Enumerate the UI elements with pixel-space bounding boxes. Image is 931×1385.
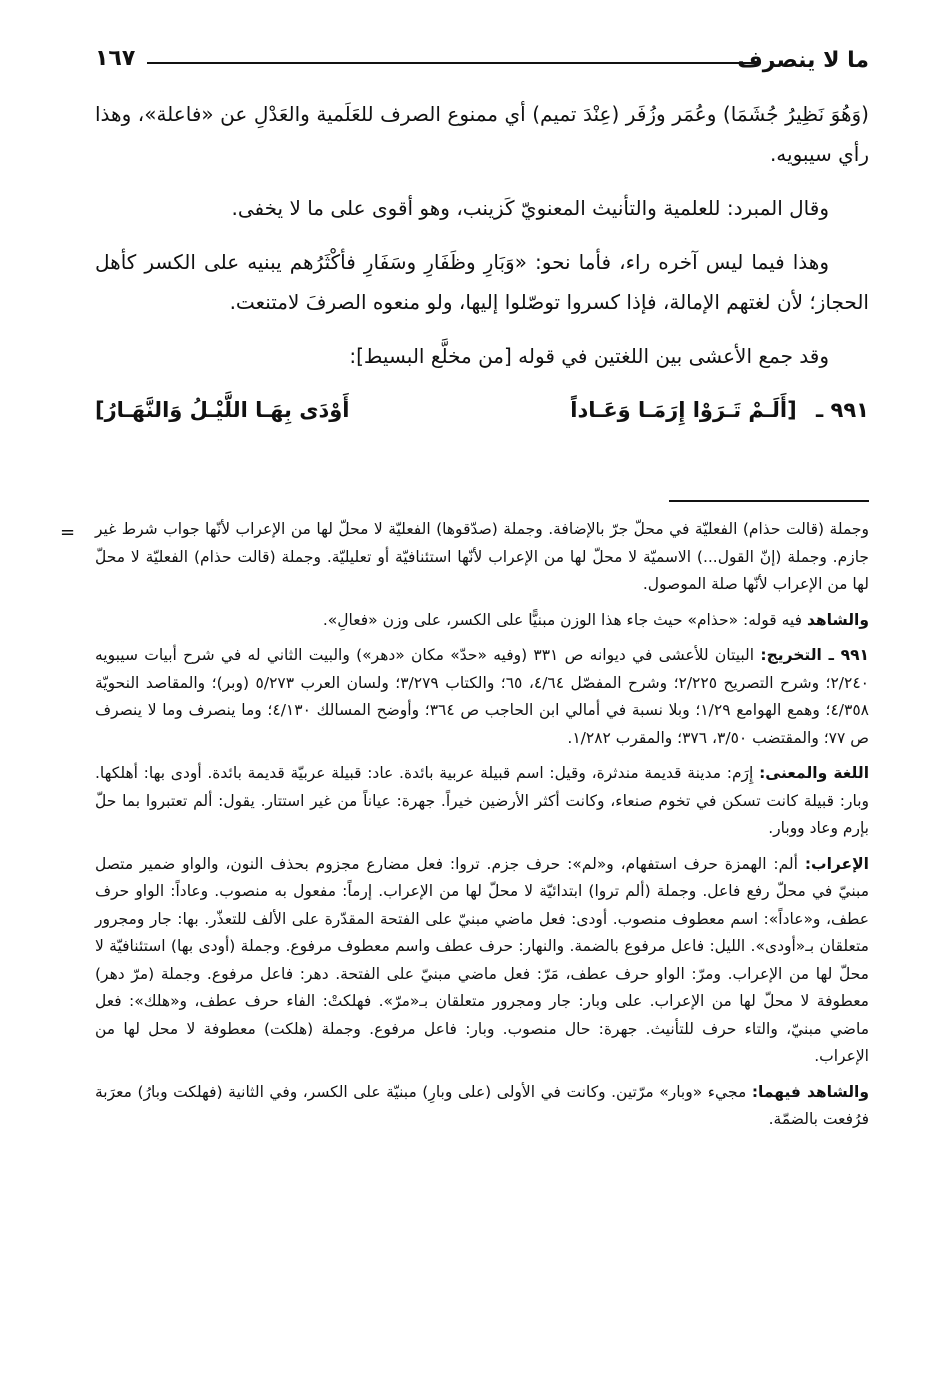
footnote-paragraph	[95, 607, 869, 635]
footnote-label: اللغة والمعنى:	[759, 764, 870, 782]
page-header	[95, 38, 869, 78]
footnote-text: إِرَم: مدينة قديمة مندثرة، وقيل: اسم قبيلة عربية بائدة. عاد: قبيلة عربيّة قديمة بائدة. أودى بها: أهلكها. وبار: قبيلة كانت تسكن في تخوم صنعاء، وكانت أكثر الأرضين خيراً. جهرة: عياناً من غير استتار. يقول: ألم تعتبروا بما حلّ بإرم وعاد ووبار.	[95, 764, 869, 837]
footnote-paragraph	[95, 642, 869, 752]
footnote-text: مجيء «وبار» مرّتين. وكانت في الأولى (على وبارِ) مبنيّة على الكسر، وفي الثانية (فهلكت وبارُ) معرَبة فرُفعت بالضمّة.	[95, 1082, 869, 1128]
poetry-verse	[95, 390, 869, 430]
footnotes	[60, 516, 870, 1134]
footnote-label: والشاهد	[806, 610, 869, 629]
main-paragraph: وهذا فيما ليس آخره راء، فأما نحو: «وَبَارِ وظَفَارِ وسَفَارِ فأكْثَرُهم يبنيه على الكسر كأهل الحجاز؛ لأن لغتهم الإمالة، فإذا كسروا توصّلوا إليها، ولو منعوه الصرفَ لامتنعت.	[95, 250, 869, 314]
main-paragraph: (وَهُوَ نَظِيرُ جُشَمَا) وعُمَر وزُفَر (عِنْدَ تميم) أي ممنوع الصرف للعَلَمية والعَدْلِ عن «فاعلة»، وهذا رأي سيبويه.	[95, 102, 869, 166]
verse-first-hemistich: [أَلَـمْ تَـرَوْا إِرَمَـا وَعَـاداً	[570, 398, 797, 422]
footnote-label: والشاهد فيهما:	[751, 1082, 870, 1101]
verse-second-hemistich: أَوْدَى بِهَـا اللَّيْـلُ وَالنَّهَـارُ]	[95, 398, 350, 422]
verse-number: ٩٩١ ـ	[816, 398, 869, 422]
book-page	[60, 38, 870, 1358]
footnote-paragraph	[95, 760, 869, 843]
footnote-text: ألم: الهمزة حرف استفهام، و«لم»: حرف جزم. تروا: فعل مضارع مجزوم بحذف النون، والواو ضمير متصل مبنيّ في محلّ رفع فاعل. وجملة (ألم تروا) ابتدائيّة لا محلّ لها من الإعراب. إرماً: مفعول به منصوب. وعاداً: الواو حرف عطف، و«عاداً»: اسم معطوف منصوب. أودى: فعل ماضي مبنيّ على الفتحة المقدّرة على الألف للتعذّر. بها: جار ومجرور متعلقان بـ«أودى». الليل: فاعل مرفوع بالضمة. والنهار: حرف عطف واسم معطوف مرفوع. وجملة (أودى بها) استئنافيّة لا محلّ لها من الإعراب. ومرّ: الواو حرف عطف، مَرّ: فعل ماضي مبنيّ على الفتحة. دهر: فاعل مرفوع. وجملة (مرّ دهر) معطوفة لا محلّ لها من الإعراب. على وبار: جار ومجرور متعلقان بـ«مرّ». فهلكتْ: الفاء حرف عطف، و«هلك»: فعل ماضي مبنيّ، والتاء حرف للتأنيث. جهرة: حال منصوب. وبار: فاعل مرفوع. وجملة (هلكت) معطوفة لا محل لها من الإعراب.	[95, 854, 869, 1065]
page-number: ١٦٧	[95, 46, 136, 71]
main-paragraph: وقد جمع الأعشى بين اللغتين في قوله [من مخلَّع البسيط]:	[349, 344, 829, 368]
running-title: ما لا ينصرف	[737, 48, 869, 73]
footnote-paragraph: وجملة (قالت حذام) الفعليّة في محلّ جرّ بالإضافة. وجملة (صدّقوها) الفعليّة لا محلّ لها من الإعراب لأنّها جواب شرط غير جازم. وجملة (إنّ القول...) الاسميّة لا محلّ لها من الإعراب لأنّها استئنافيّة أو تعليليّة. وجملة (قالت حذام) الفعليّة لا محلّ لها من الإعراب لأنّها صلة الموصول.	[95, 520, 869, 593]
footnote-label: ٩٩١ ـ التخريج:	[760, 646, 869, 664]
footnote-text: فيه قوله: «حذام» حيث جاء هذا الوزن مبنيًّا على الكسر، على وزن «فعالِ».	[322, 610, 802, 629]
footnote-separator	[669, 500, 869, 502]
header-rule	[147, 62, 759, 64]
footnote-paragraph	[95, 851, 869, 1071]
main-paragraph: وقال المبرد: للعلمية والتأنيث المعنويّ كَزينب، وهو أقوى على ما لا يخفى.	[231, 196, 829, 220]
footnote-text: البيتان للأعشى في ديوانه ص ٣٣١ (وفيه «حدّ» مكان «دهر») والبيت الثاني له في شرح أبيات سيبويه ٢/٢٤٠؛ وشرح التصريح ٢/٢٢٥؛ وشرح المفصّل ٤/٦٤، ٦٥؛ والكتاب ٣/٢٧٩؛ ولسان العرب ٥/٢٧٣ (وبر)؛ والمقاصد النحويّة ٤/٣٥٨؛ وهمع الهوامع ١/٢٩؛ وبلا نسبة في أمالي ابن الحاجب ص ٣٦٤؛ وأوضح المسالك ٤/١٣٠؛ وما ينصرف وما لا ينصرف ص ٧٧؛ والمقتضب ٣/٥٠، ٣٧٦؛ والمقرب ١/٢٨٢.	[95, 646, 869, 747]
footnote-paragraph	[95, 1079, 869, 1134]
footnote-label: الإعراب:	[804, 854, 869, 873]
continuation-mark: =	[60, 522, 76, 543]
main-text	[95, 94, 869, 430]
